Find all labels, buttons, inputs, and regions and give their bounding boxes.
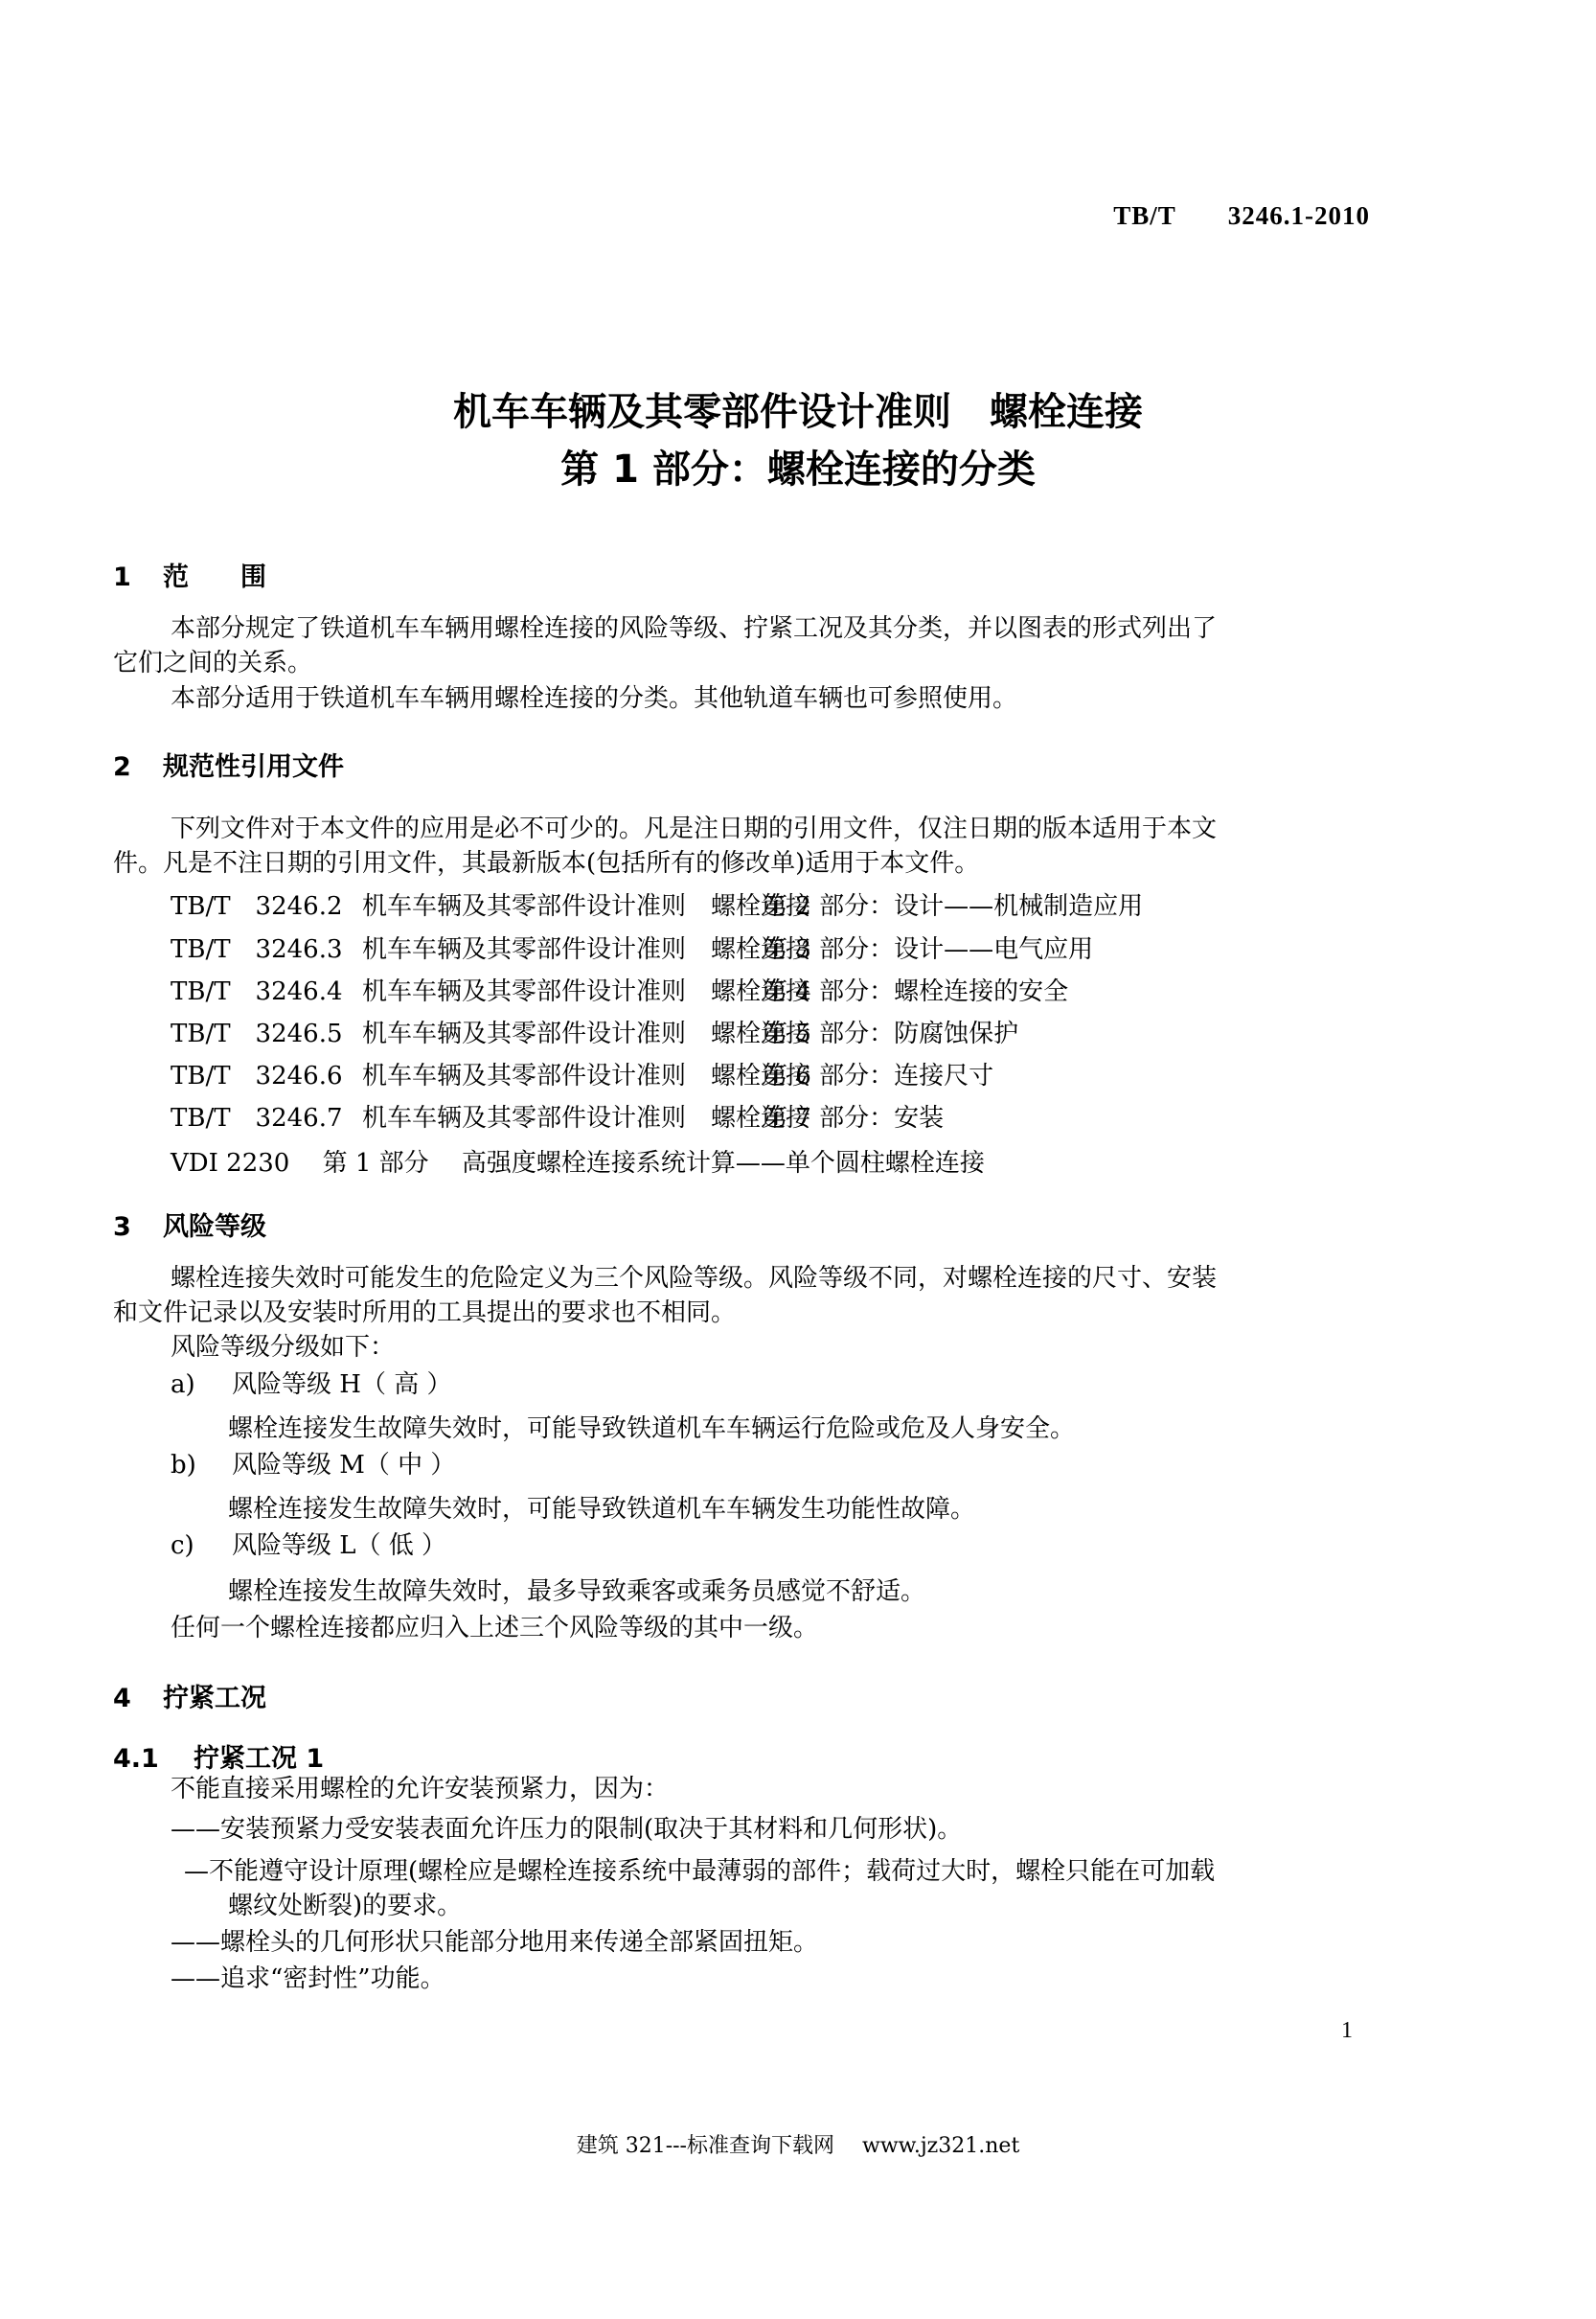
section-title: 范 围 (163, 563, 266, 592)
item-label: 风险等级 L（ 低 ） (232, 1531, 447, 1560)
reference-item-vdi: VDI 2230 第 1 部分 高强度螺栓连接系统计算——单个圆柱螺栓连接 (171, 1149, 985, 1178)
item-marker: b) (171, 1451, 196, 1480)
reference-title: 机车车辆及其零部件设计准则 螺栓连接 (362, 1020, 811, 1048)
reference-code: TB/T 3246.4 (171, 977, 343, 1006)
reference-title: 机车车辆及其零部件设计准则 螺栓连接 (362, 1062, 811, 1091)
section-title: 拧紧工况 (163, 1684, 266, 1713)
reference-code: TB/T 3246.6 (171, 1062, 343, 1091)
section-1-heading (113, 556, 266, 593)
item-description: 螺栓连接发生故障失效时，可能导致铁道机车车辆运行危险或危及人身安全。 (228, 1414, 1076, 1443)
reference-code: TB/T 3246.7 (171, 1104, 343, 1133)
paragraph-continuation: 件。凡是不注日期的引用文件，其最新版本(包括所有的修改单)适用于本文件。 (113, 849, 980, 878)
risk-level-item (171, 1533, 446, 1558)
standard-number: 3246.1-2010 (1227, 201, 1370, 230)
item-marker: a) (171, 1370, 195, 1399)
paragraph: 任何一个螺栓连接都应归入上述三个风险等级的其中一级。 (171, 1614, 819, 1642)
reference-part: 第 6 部分：连接尺寸 (763, 1062, 994, 1091)
reference-title: 机车车辆及其零部件设计准则 螺栓连接 (362, 977, 811, 1006)
reference-item (171, 1098, 944, 1134)
paragraph: 本部分适用于铁道机车车辆用螺栓连接的分类。其他轨道车辆也可参照使用。 (171, 684, 1018, 713)
section-number: 1 (113, 563, 131, 592)
paragraph: 下列文件对于本文件的应用是必不可少的。凡是注日期的引用文件，仅注日期的版本适用于本文 (171, 815, 1218, 843)
reference-item (171, 1056, 993, 1091)
paragraph: 本部分规定了铁道机车车辆用螺栓连接的风险等级、拧紧工况及其分类，并以图表的形式列出了 (171, 614, 1218, 643)
reference-part: 第 2 部分：设计——机械制造应用 (763, 892, 1144, 921)
paragraph: 不能直接采用螺栓的允许安装预紧力，因为： (171, 1775, 670, 1803)
item-description: 螺栓连接发生故障失效时，最多导致乘客或乘务员感觉不舒适。 (228, 1577, 926, 1606)
reference-code: TB/T 3246.3 (171, 935, 343, 964)
standard-code-header (1113, 201, 1370, 231)
document-title-line-1: 机车车辆及其零部件设计准则 螺栓连接 (453, 390, 1143, 434)
subsection-4-1-heading (113, 1737, 324, 1775)
paragraph-continuation: 和文件记录以及安装时所用的工具提出的要求也不相同。 (113, 1298, 737, 1327)
reference-title: 机车车辆及其零部件设计准则 螺栓连接 (362, 892, 811, 921)
dash-list-item: ——螺栓头的几何形状只能部分地用来传递全部紧固扭矩。 (171, 1928, 819, 1957)
paragraph-continuation: 它们之间的关系。 (113, 649, 313, 677)
reference-part: 第 4 部分：螺栓连接的安全 (763, 977, 1069, 1006)
reference-title: 机车车辆及其零部件设计准则 螺栓连接 (362, 1104, 811, 1133)
reference-code: TB/T 3246.5 (171, 1020, 343, 1048)
item-label: 风险等级 M（ 中 ） (232, 1451, 456, 1480)
item-marker: c) (171, 1531, 194, 1560)
reference-item (171, 1014, 1018, 1049)
subsection-number: 4.1 (113, 1744, 159, 1774)
reference-item (171, 930, 1093, 965)
section-3-heading (113, 1205, 266, 1243)
reference-code: TB/T 3246.2 (171, 892, 343, 921)
footer-watermark-text: 建筑 321---标准查询下载网 www.jz321.net (576, 2134, 1020, 2158)
reference-part: 第 7 部分：安装 (763, 1104, 945, 1133)
section-number: 4 (113, 1684, 131, 1713)
section-number: 3 (113, 1212, 131, 1242)
reference-item (171, 886, 1143, 922)
section-4-heading (113, 1677, 266, 1714)
dash-list-item: ——追求“密封性”功能。 (171, 1964, 445, 1993)
section-number: 2 (113, 752, 131, 782)
subsection-title: 拧紧工况 1 (194, 1744, 325, 1774)
dash-list-item: ——安装预紧力受安装表面允许压力的限制(取决于其材料和几何形状)。 (171, 1815, 963, 1844)
section-title: 规范性引用文件 (163, 752, 344, 782)
dash-list-item-continuation: 螺纹处断裂)的要求。 (228, 1892, 463, 1920)
risk-level-item (171, 1372, 451, 1397)
item-label: 风险等级 H（ 高 ） (232, 1370, 452, 1399)
paragraph: 螺栓连接失效时可能发生的危险定义为三个风险等级。风险等级不同，对螺栓连接的尺寸、安装 (171, 1264, 1218, 1293)
dash-list-item: —不能遵守设计原理(螺栓应是螺栓连接系统中最薄弱的部件；载荷过大时，螺栓只能在可加载 (184, 1857, 1216, 1886)
item-description: 螺栓连接发生故障失效时，可能导致铁道机车车辆发生功能性故障。 (228, 1495, 976, 1524)
reference-part: 第 3 部分：设计——电气应用 (763, 935, 1094, 964)
section-2-heading (113, 746, 344, 783)
section-title: 风险等级 (163, 1212, 266, 1242)
risk-level-item (171, 1453, 455, 1478)
reference-title: 机车车辆及其零部件设计准则 螺栓连接 (362, 935, 811, 964)
reference-part: 第 5 部分：防腐蚀保护 (763, 1020, 1019, 1048)
document-title-line-2: 第 1 部分：螺栓连接的分类 (560, 448, 1036, 492)
standard-prefix: TB/T (1113, 201, 1176, 230)
page-number: 1 (1341, 2018, 1353, 2043)
reference-item (171, 972, 1068, 1007)
paragraph: 风险等级分级如下： (171, 1333, 396, 1362)
